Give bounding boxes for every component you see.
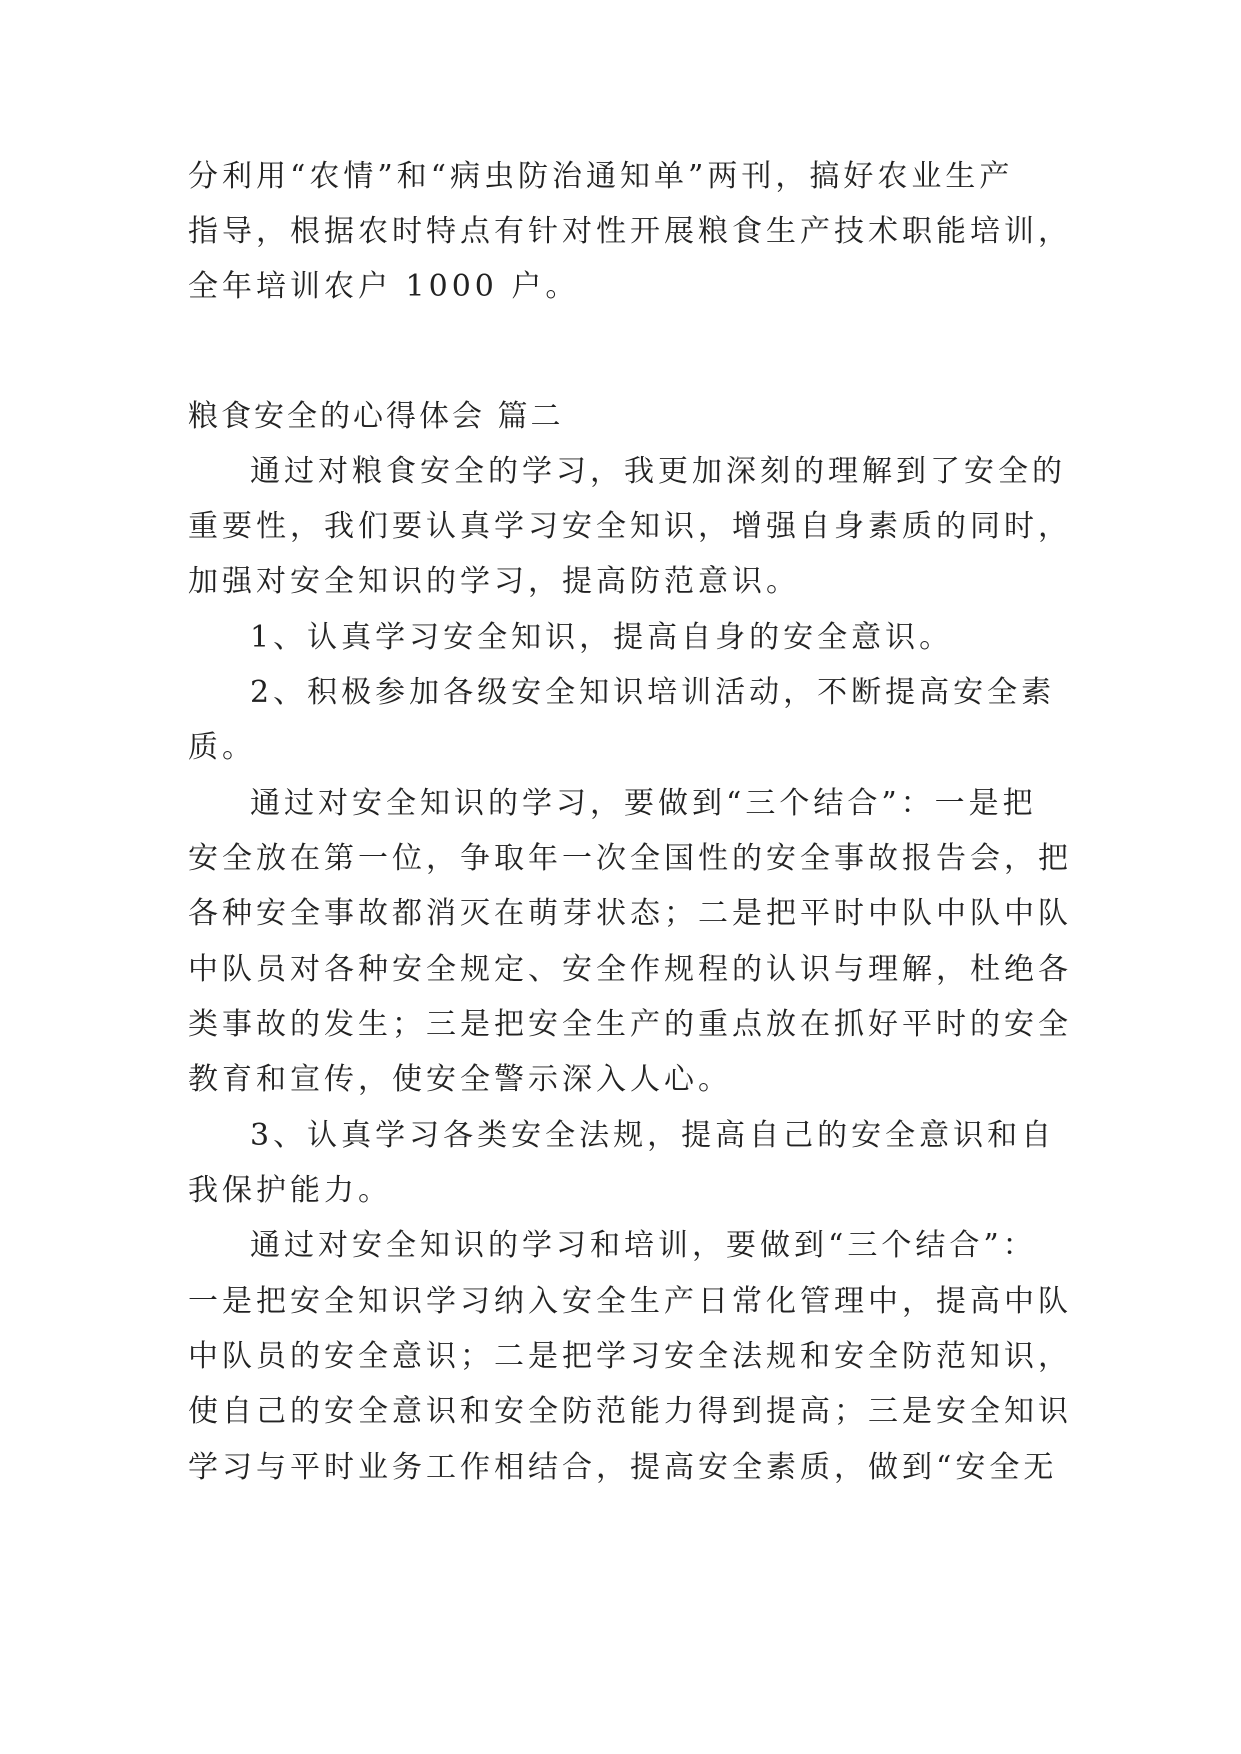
section-heading: 粮食安全的心得体会 篇二 (188, 399, 564, 434)
text-line: 全年培训农户 1000 户。 (188, 269, 580, 304)
text-line: 通过对安全知识的学习和培训，要做到“三个结合”： (250, 1228, 1037, 1263)
text-line: 指导，根据农时特点有针对性开展粮食生产技术职能培训， (188, 214, 1072, 249)
text-line: 加强对安全知识的学习，提高防范意识。 (188, 564, 800, 599)
text-line: 中队员的安全意识；二是把学习安全法规和安全防范知识， (188, 1339, 1072, 1374)
list-item: 1、认真学习安全知识，提高自身的安全意识。 (250, 620, 954, 655)
text-line: 安全放在第一位，争取年一次全国性的安全事故报告会，把 (188, 841, 1072, 876)
text-line: 各种安全事故都消灭在萌芽状态；二是把平时中队中队中队 (188, 896, 1072, 931)
text-line: 质。 (188, 730, 256, 765)
text-line: 使自己的安全意识和安全防范能力得到提高；三是安全知识 (188, 1394, 1072, 1429)
list-item: 3、认真学习各类安全法规，提高自己的安全意识和自 (250, 1118, 1056, 1153)
text-line: 我保护能力。 (188, 1173, 392, 1208)
text-line: 教育和宣传，使安全警示深入人心。 (188, 1062, 732, 1097)
text-line: 一是把安全知识学习纳入安全生产日常化管理中，提高中队 (188, 1284, 1072, 1319)
text-line: 分利用“农情”和“病虫防治通知单”两刊，搞好农业生产 (188, 159, 1014, 194)
list-item: 2、积极参加各级安全知识培训活动，不断提高安全素 (250, 675, 1056, 710)
text-line: 通过对安全知识的学习，要做到“三个结合”：一是把 (250, 786, 1037, 821)
text-line: 中队员对各种安全规定、安全作规程的认识与理解，杜绝各 (188, 952, 1072, 987)
text-line: 类事故的发生；三是把安全生产的重点放在抓好平时的安全 (188, 1007, 1072, 1042)
text-line: 通过对粮食安全的学习，我更加深刻的理解到了安全的 (250, 454, 1066, 489)
text-line: 学习与平时业务工作相结合，提高安全素质，做到“安全无 (188, 1450, 1058, 1485)
text-line: 重要性，我们要认真学习安全知识，增强自身素质的同时， (188, 509, 1072, 544)
